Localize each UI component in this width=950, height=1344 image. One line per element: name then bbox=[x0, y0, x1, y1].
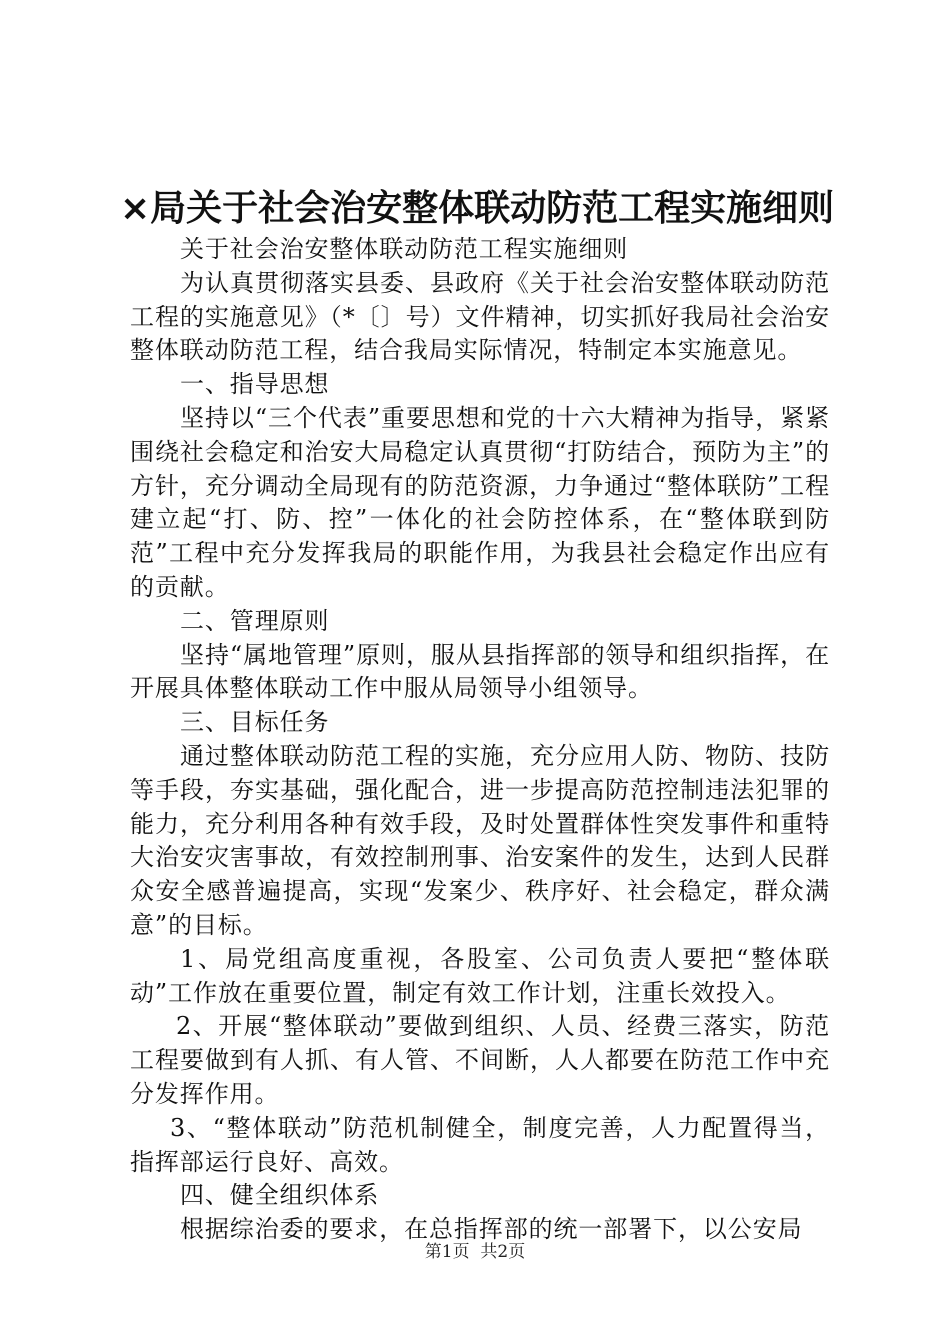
task-item-3: 3、“整体联动”防范机制健全，制度完善，人力配置得当，指挥部运行良好、高效。 bbox=[130, 1113, 830, 1176]
document-body bbox=[130, 233, 830, 1247]
organization-paragraph: 根据综治委的要求，在总指挥部的统一部署下，以公安局 bbox=[180, 1215, 803, 1244]
subtitle-paragraph: 关于社会治安整体联动防范工程实施细则 bbox=[180, 235, 629, 263]
section-heading-management-principle: 二、管理原则 bbox=[180, 606, 330, 635]
section-heading-guiding-ideology: 一、指导思想 bbox=[180, 370, 330, 399]
task-item-1: 1、局党组高度重视，各股室、公司负责人要把“整体联动”工作放在重要位置，制定有效工作计划，注重长效投入。 bbox=[130, 944, 830, 1007]
guiding-ideology-paragraph: 坚持以“三个代表”重要思想和党的十六大精神为指导，紧紧围绕社会稳定和治安大局稳定认真贯彻“打防结合，预防为主”的方针，充分调动全局现有的防范资源，力争通过“整体联防”工程建立起“打、防、控”一体化的社会防控体系，在“整体联到防范”工程中充分发挥我局的职能作用，为我县社会稳定作出应有的贡献。 bbox=[130, 403, 830, 601]
section-heading-organization: 四、健全组织体系 bbox=[180, 1181, 380, 1210]
target-tasks-paragraph: 通过整体联动防范工程的实施，充分应用人防、物防、技防等手段，夯实基础，强化配合，进一步提高防范控制违法犯罪的能力，充分利用各种有效手段，及时处置群体性突发事件和重特大治安灾害事故，有效控制刑事、治安案件的发生，达到人民群众安全感普遍提高，实现“发案少、秩序好、社会稳定，群众满意”的目标。 bbox=[130, 741, 830, 939]
document-title: ×局关于社会治安整体联动防范工程实施细则 bbox=[120, 188, 835, 229]
task-item-2: 2、开展“整体联动”要做到组织、人员、经费三落实，防范工程要做到有人抓、有人管、不间断，人人都要在防范工作中充分发挥作用。 bbox=[130, 1012, 830, 1108]
management-principle-paragraph: 坚持“属地管理”原则，服从县指挥部的领导和组织指挥，在开展具体整体联动工作中服从局领导小组领导。 bbox=[130, 640, 830, 703]
page-number-footer: 第1页 共2页 bbox=[424, 1242, 526, 1262]
section-heading-target-tasks: 三、目标任务 bbox=[180, 708, 330, 737]
intro-paragraph: 为认真贯彻落实县委、县政府《关于社会治安整体联动防范工程的实施意见》（*〔〕号）文件精神，切实抓好我局社会治安整体联动防范工程，结合我局实际情况，特制定本实施意见。 bbox=[130, 268, 830, 365]
